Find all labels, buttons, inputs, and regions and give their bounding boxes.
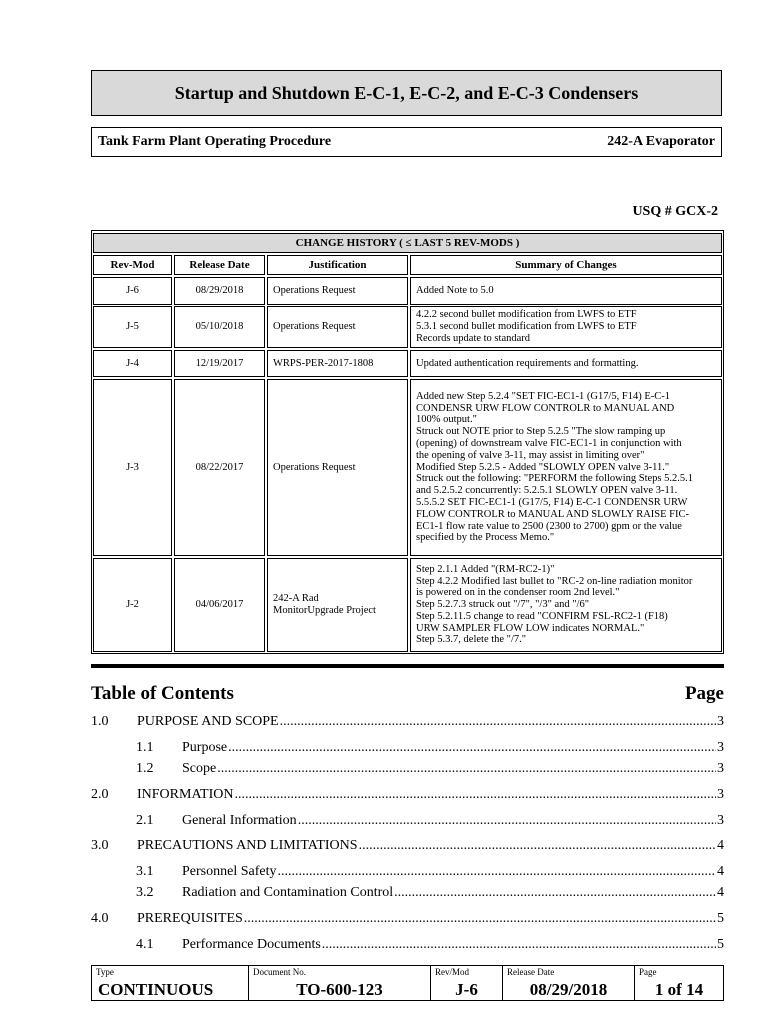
summary-line: EC1-1 flow rate value to 2500 (2300 to 2700) gpm or the value — [416, 520, 682, 532]
column-header-summary: Summary of Changes — [410, 255, 722, 275]
toc-entry-number: 4.0 — [91, 911, 109, 926]
footer-document-cell — [249, 966, 431, 1000]
toc-leader — [280, 714, 716, 730]
toc-entry-page: 3 — [717, 761, 724, 776]
footer-rev-value: J-6 — [455, 980, 478, 999]
footer-rev-cell — [431, 966, 503, 1000]
toc-entry-page: 3 — [717, 740, 724, 755]
column-header-justification: Justification — [267, 255, 408, 275]
table-row-summary — [410, 379, 722, 556]
toc-entry-page: 3 — [717, 714, 724, 729]
toc-leader — [228, 740, 716, 756]
toc-entry-label: Personnel Safety — [182, 864, 277, 879]
toc-entry-page: 5 — [717, 937, 724, 952]
document-title-box — [91, 70, 722, 116]
toc-entry-label: Purpose — [182, 740, 228, 755]
footer-type-value: CONTINUOUS — [98, 980, 214, 999]
table-row-summary — [410, 350, 722, 377]
summary-line: 4.2.2 second bullet modification from LWFS to ETF — [416, 309, 637, 321]
toc-entry-number: 4.1 — [136, 937, 154, 952]
toc-entry-scope[interactable] — [136, 761, 724, 777]
footer-document-value: TO-600-123 — [296, 980, 383, 999]
procedure-type: Tank Farm Plant Operating Procedure — [98, 134, 332, 149]
footer-page-label: Page — [639, 967, 657, 977]
toc-entry-label: PREREQUISITES — [137, 911, 243, 926]
table-row-date: 08/22/2017 — [174, 379, 265, 556]
column-header-rev-mod: Rev-Mod — [93, 255, 172, 275]
footer-date-cell — [503, 966, 635, 1000]
document-title: Startup and Shutdown E-C-1, E-C-2, and E-C-3 Condensers — [174, 82, 639, 103]
usq-number: USQ # GCX-2 — [632, 204, 718, 219]
toc-entry-page: 3 — [717, 813, 724, 828]
toc-entry-page: 3 — [717, 787, 724, 802]
summary-line: Updated authentication requirements and formatting. — [416, 357, 639, 369]
toc-leader — [277, 864, 716, 880]
justification-line: MonitorUpgrade Project — [273, 605, 376, 616]
toc-leader — [359, 838, 716, 854]
summary-line: Added new Step 5.2.4 "SET FIC-EC1-1 (G17/5, F14) E-C-1 — [416, 390, 671, 402]
toc-leader — [244, 911, 716, 927]
summary-line: specified by the Process Memo." — [416, 532, 555, 544]
change-history-title: CHANGE HISTORY ( ≤ LAST 5 REV-MODS ) — [93, 233, 722, 253]
summary-line: Step 5.2.7.3 struck out "/7", "/3" and "/6" — [416, 599, 589, 611]
table-row-rev: J-3 — [93, 379, 172, 556]
table-row-rev: J-6 — [93, 277, 172, 305]
toc-page-heading: Page — [684, 683, 724, 704]
toc-entry-purpose[interactable] — [136, 740, 724, 756]
column-header-release-date: Release Date — [174, 255, 265, 275]
toc-entry-general-information[interactable] — [136, 813, 724, 829]
toc-entry-number: 2.0 — [91, 787, 109, 802]
table-row-rev: J-2 — [93, 558, 172, 652]
summary-line: 5.5.5.2 SET FIC-EC1-1 (G17/5, F14) E-C-1 CONDENSR URW — [416, 496, 688, 508]
toc-heading: Table of Contents — [91, 683, 234, 704]
toc-leader — [298, 813, 716, 829]
toc-entry-number: 1.0 — [91, 714, 109, 729]
summary-line: is powered on in the condenser room 2nd level." — [416, 587, 620, 599]
toc-entry-information[interactable] — [91, 787, 724, 803]
table-row-justification: Operations Request — [267, 306, 408, 348]
toc-leader — [322, 937, 716, 953]
footer-type-label: Type — [96, 967, 114, 977]
summary-line: URW SAMPLER FLOW LOW indicates NORMAL." — [416, 622, 645, 634]
footer-date-value: 08/29/2018 — [529, 980, 608, 999]
toc-leader — [217, 761, 716, 777]
toc-entry-performance-documents[interactable] — [136, 937, 724, 953]
section-divider — [91, 664, 724, 668]
toc-entry-label: PURPOSE AND SCOPE — [137, 714, 279, 729]
table-row-summary — [410, 306, 722, 348]
table-row-date: 04/06/2017 — [174, 558, 265, 652]
summary-line: Step 4.2.2 Modified last bullet to "RC-2 on-line radiation monitor — [416, 575, 693, 587]
toc-leader — [394, 885, 716, 901]
toc-entry-page: 4 — [717, 885, 724, 900]
table-row-justification: Operations Request — [267, 277, 408, 305]
summary-line: the opening of valve 3-11, may assist in limiting over" — [416, 449, 645, 461]
toc-entry-page: 4 — [717, 838, 724, 853]
table-row-justification: WRPS-PER-2017-1808 — [267, 350, 408, 377]
toc-entry-number: 3.1 — [136, 864, 154, 879]
summary-line: Struck out the following: "PERFORM the following Steps 5.2.5.1 — [416, 473, 693, 485]
toc-entry-number: 3.0 — [91, 838, 109, 853]
toc-entry-precautions[interactable] — [91, 838, 724, 854]
footer-page-cell — [635, 966, 723, 1000]
summary-line: Records update to standard — [416, 332, 531, 344]
procedure-subtitle-box — [91, 127, 722, 157]
table-row-justification: Operations Request — [267, 379, 408, 556]
footer-type-cell — [92, 966, 249, 1000]
summary-line: Added Note to 5.0 — [416, 285, 494, 297]
table-row-summary — [410, 558, 722, 652]
summary-line: 100% output." — [416, 414, 477, 426]
table-row-summary — [410, 277, 722, 305]
document-footer — [91, 965, 724, 1001]
facility-name: 242-A Evaporator — [607, 134, 715, 149]
table-row-rev: J-5 — [93, 306, 172, 348]
toc-entry-personnel-safety[interactable] — [136, 864, 724, 880]
table-row-rev: J-4 — [93, 350, 172, 377]
summary-line: Modified Step 5.2.5 - Added "SLOWLY OPEN valve 3-11." — [416, 461, 670, 473]
table-row-date: 08/29/2018 — [174, 277, 265, 305]
toc-entry-prerequisites[interactable] — [91, 911, 724, 927]
toc-entry-purpose-and-scope[interactable] — [91, 714, 724, 730]
summary-line: (opening) of downstream valve FIC-EC1-1 in conjunction with — [416, 438, 682, 449]
toc-entry-number: 3.2 — [136, 885, 154, 900]
toc-entry-label: Radiation and Contamination Control — [182, 885, 394, 900]
toc-entry-number: 1.2 — [136, 761, 154, 776]
footer-document-label: Document No. — [253, 967, 306, 977]
toc-entry-radiation-control[interactable] — [136, 885, 724, 901]
table-row-justification — [267, 558, 408, 652]
summary-line: Step 2.1.1 Added "(RM-RC2-1)" — [416, 563, 555, 575]
toc-entry-label: General Information — [182, 813, 297, 828]
table-row-date: 05/10/2018 — [174, 306, 265, 348]
toc-entry-label: PRECAUTIONS AND LIMITATIONS — [137, 838, 358, 853]
footer-rev-label: Rev/Mod — [435, 967, 470, 977]
toc-entry-label: Scope — [182, 761, 217, 776]
summary-line: and 5.2.5.2 concurrently: 5.2.5.1 SLOWLY OPEN valve 3-11. — [416, 485, 678, 497]
summary-line: 5.3.1 second bullet modification from LWFS to ETF — [416, 321, 637, 333]
summary-line: Struck out NOTE prior to Step 5.2.5 "The slow ramping up — [416, 426, 666, 438]
toc-entry-number: 1.1 — [136, 740, 154, 755]
summary-line: Step 5.2.11.5 change to read "CONFIRM FSL-RC2-1 (F18) — [416, 610, 668, 622]
toc-entry-label: INFORMATION — [137, 787, 234, 802]
summary-line: CONDENSR URW FLOW CONTROLR to MANUAL AND — [416, 402, 675, 414]
footer-date-label: Release Date — [507, 967, 555, 977]
toc-entry-number: 2.1 — [136, 813, 154, 828]
toc-entry-page: 5 — [717, 911, 724, 926]
toc-entry-label: Performance Documents — [182, 937, 321, 952]
toc-leader — [234, 787, 716, 803]
summary-line: FLOW CONTROLR to MANUAL AND SLOWLY RAISE FIC- — [416, 508, 690, 520]
summary-line: Step 5.3.7, delete the "/7." — [416, 634, 527, 646]
table-row-date: 12/19/2017 — [174, 350, 265, 377]
footer-page-value: 1 of 14 — [654, 980, 704, 999]
justification-line: 242-A Rad — [273, 593, 319, 605]
toc-entry-page: 4 — [717, 864, 724, 879]
